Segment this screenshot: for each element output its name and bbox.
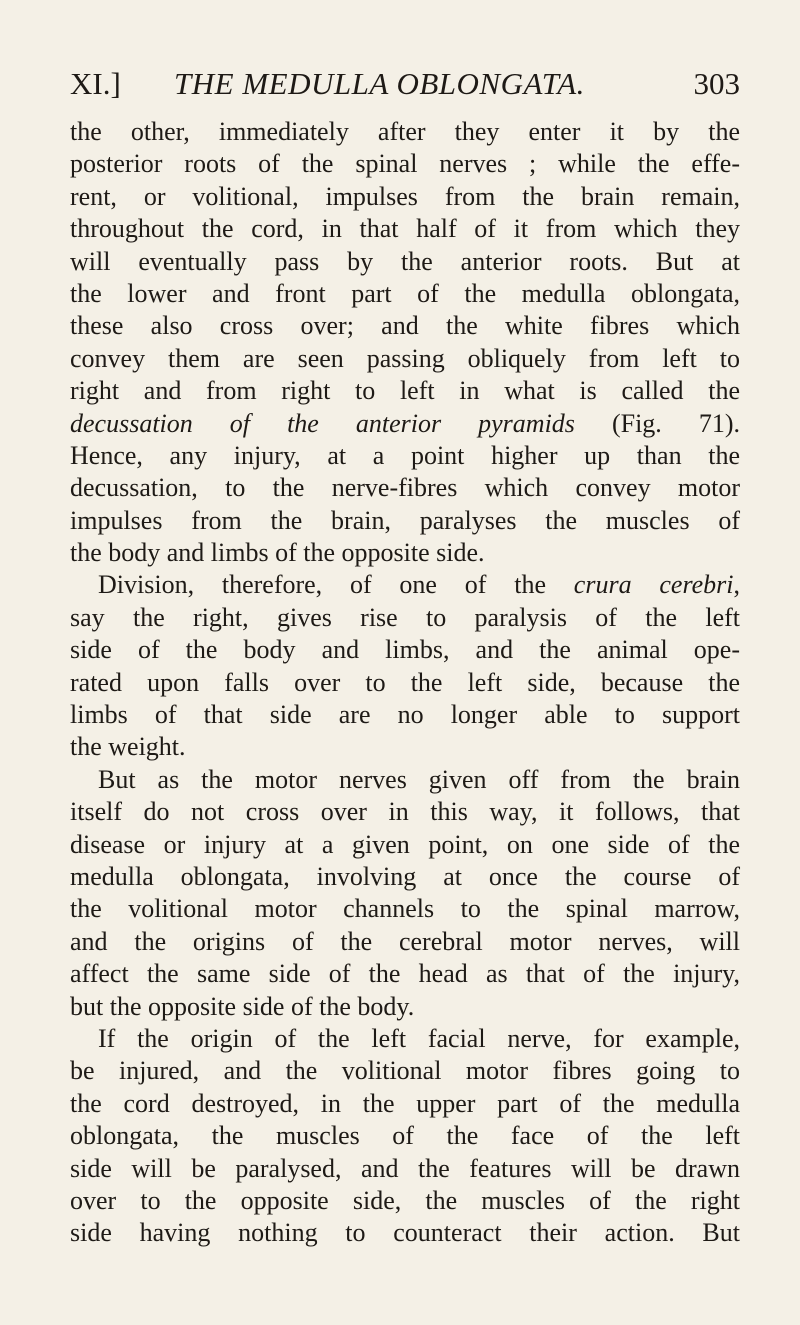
text-line [70, 537, 740, 569]
text-segment: oblongata, the muscles of the face of the left [70, 1121, 740, 1151]
chapter-number: XI.] [70, 66, 121, 101]
text-line [70, 602, 740, 634]
text-line [70, 278, 740, 310]
text-segment: the lower and front part of the medulla oblongata, [70, 278, 740, 308]
text-segment: be injured, and the volitional motor fibres going to [70, 1056, 740, 1086]
text-line [70, 764, 740, 796]
text-segment: side of the body and limbs, and the animal ope- [70, 635, 740, 665]
text-segment: Hence, any injury, at a point higher up than the [70, 440, 740, 470]
text-line [70, 1217, 740, 1249]
running-header [70, 62, 740, 106]
text-segment: But as the motor nerves given off from the brain [98, 764, 740, 794]
text-line [70, 148, 740, 180]
text-segment: the weight. [70, 732, 186, 762]
text-segment: rated upon falls over to the left side, because the [70, 667, 740, 697]
text-segment: and the origins of the cerebral motor nerves, will [70, 926, 740, 956]
text-line [70, 958, 740, 990]
text-segment: , [733, 570, 740, 600]
text-segment: convey them are seen passing obliquely from left to [70, 343, 740, 373]
text-segment: posterior roots of the spinal nerves ; while the effe- [70, 149, 740, 179]
page-number: 303 [693, 66, 740, 101]
text-line [70, 667, 740, 699]
text-segment: the other, immediately after they enter it by the [70, 117, 740, 146]
text-line [70, 1055, 740, 1087]
text-line [70, 991, 740, 1023]
text-segment: the cord destroyed, in the upper part of the medulla [70, 1088, 740, 1118]
text-line [70, 796, 740, 828]
text-segment: over to the opposite side, the muscles of the right [70, 1185, 740, 1215]
text-segment: decussation, to the nerve-fibres which convey motor [70, 473, 740, 503]
text-segment: affect the same side of the head as that of the injury, [70, 959, 740, 989]
text-segment: these also cross over; and the white fibres which [70, 311, 740, 341]
text-segment: (Fig. 71). [574, 408, 740, 438]
text-line [70, 699, 740, 731]
text-segment: the volitional motor channels to the spinal marrow, [70, 894, 740, 924]
text-segment: impulses from the brain, paralyses the muscles of [70, 505, 740, 535]
italic-text: decussation of the anterior pyramids [70, 408, 575, 438]
text-segment: itself do not cross over in this way, it follows, that [70, 797, 740, 827]
text-line [70, 1153, 740, 1185]
text-line [70, 213, 740, 245]
body-text [70, 116, 740, 1250]
text-line [70, 408, 740, 440]
text-line [70, 505, 740, 537]
text-segment: say the right, gives rise to paralysis of the left [70, 602, 740, 632]
text-segment: but the opposite side of the body. [70, 991, 415, 1021]
italic-text: crura cerebri [573, 570, 734, 600]
text-line [70, 472, 740, 504]
text-segment: right and from right to left in what is called the [70, 376, 740, 406]
text-line [70, 375, 740, 407]
text-segment: will eventually pass by the anterior roots. But at [70, 246, 740, 276]
text-segment: medulla oblongata, involving at once the course of [70, 861, 740, 891]
text-line [70, 926, 740, 958]
text-line [70, 116, 740, 148]
text-line [70, 731, 740, 763]
text-line [70, 343, 740, 375]
text-line [70, 1088, 740, 1120]
text-line [70, 1185, 740, 1217]
text-line [70, 440, 740, 472]
text-segment: Division, therefore, of one of the [98, 570, 574, 600]
text-segment: If the origin of the left facial nerve, for example, [98, 1023, 740, 1053]
text-line [70, 634, 740, 666]
text-line [70, 181, 740, 213]
text-line [70, 893, 740, 925]
text-segment: side will be paralysed, and the features will be drawn [70, 1153, 740, 1183]
text-line [70, 246, 740, 278]
text-line [70, 569, 740, 601]
running-title: THE MEDULLA OBLONGATA. [174, 66, 585, 101]
text-line [70, 829, 740, 861]
text-segment: the body and limbs of the opposite side. [70, 538, 485, 568]
text-line [70, 1120, 740, 1152]
text-segment: disease or injury at a given point, on one side of the [70, 829, 740, 859]
text-line [70, 1023, 740, 1055]
text-segment: throughout the cord, in that half of it from which they [70, 214, 740, 244]
text-segment: rent, or volitional, impulses from the brain remain, [70, 181, 740, 211]
text-line [70, 310, 740, 342]
text-segment: limbs of that side are no longer able to support [70, 700, 740, 730]
text-segment: side having nothing to counteract their action. But [70, 1218, 740, 1248]
text-line [70, 861, 740, 893]
